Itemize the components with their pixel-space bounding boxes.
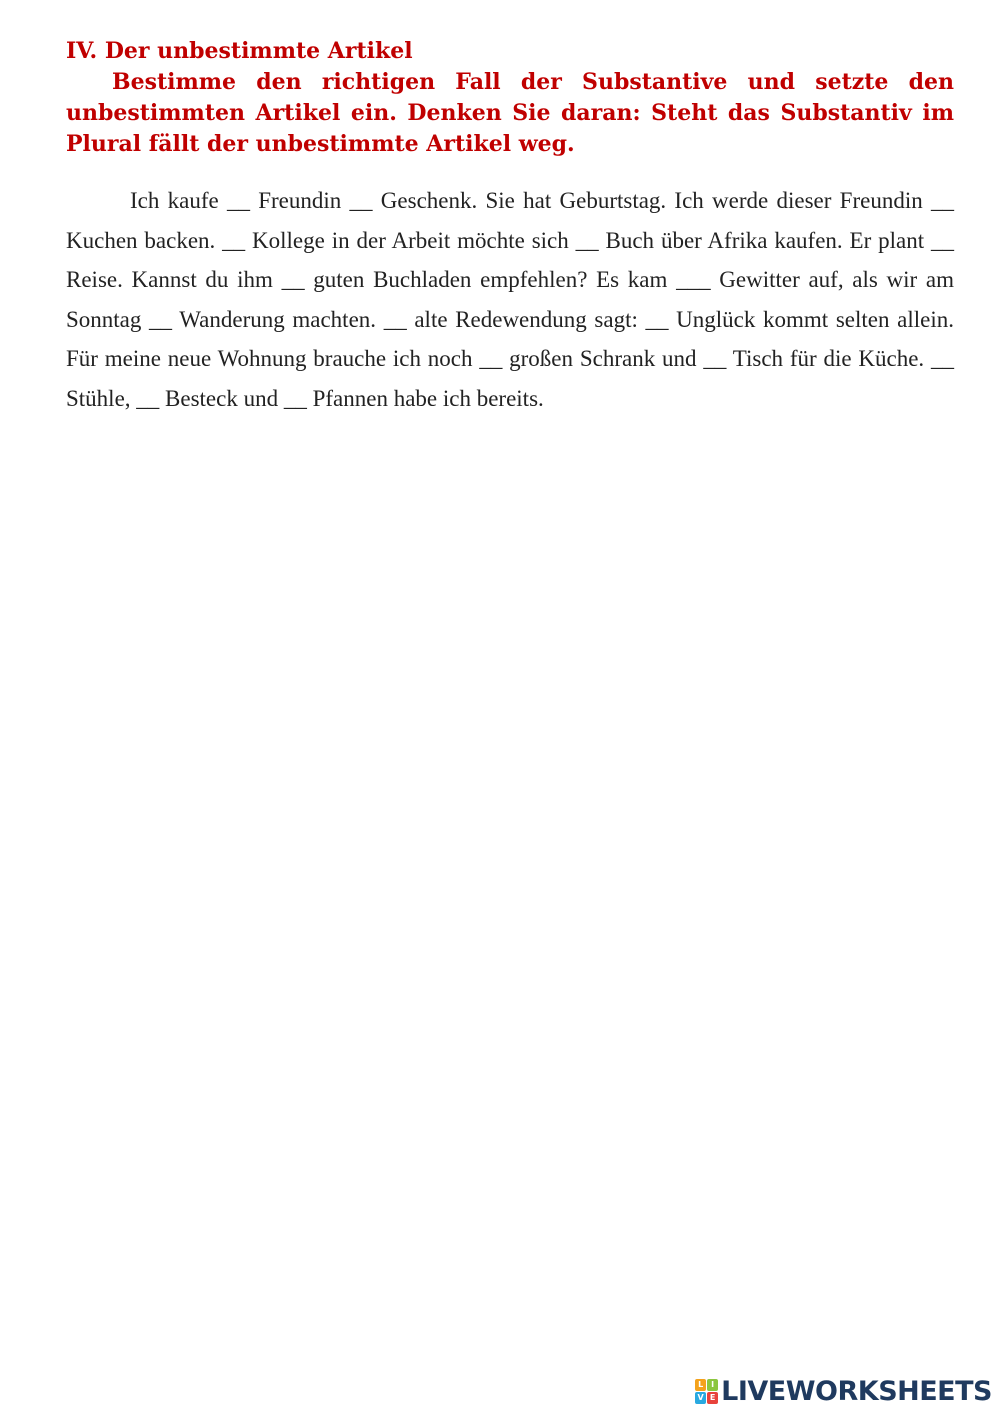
logo-text: LIVEWORKSHEETS — [721, 1376, 992, 1407]
liveworksheets-logo — [695, 1377, 992, 1407]
exercise-paragraph: Ich kaufe __ Freundin __ Geschenk. Sie hat Geburtstag. Ich werde dieser Freundin __ Kuchen backen. __ Kollege in der Arbeit möchte sich __ Buch über Afrika kaufen. Er plant __ Reise. Kannst du ihm __ guten Buchladen empfehlen? Es kam ___ Gewitter auf, als wir am Sonntag __ Wanderung machten. __ alte Redewendung sagt: __ Unglück kommt selten allein. Für meine neue Wohnung brauche ich noch __ großen Schrank und __ Tisch für die Küche. __ Stühle, __ Besteck und __ Pfannen habe ich bereits. — [66, 188, 954, 411]
logo-letter-i: I — [707, 1379, 718, 1391]
section-heading: IV. Der unbestimmte Artikel — [66, 38, 413, 64]
instruction-text: Bestimme den richtigen Fall der Substantive und setzte den unbestimmten Artikel ein. Denken Sie daran: Steht das Substantiv im Plural fällt der unbestimmte Artikel weg. — [66, 69, 954, 157]
logo-mark-icon — [695, 1379, 719, 1405]
worksheet-content — [66, 36, 954, 419]
logo-letter-v: V — [695, 1392, 706, 1404]
logo-letter-e: E — [707, 1392, 718, 1404]
logo-letter-l: L — [695, 1379, 706, 1391]
